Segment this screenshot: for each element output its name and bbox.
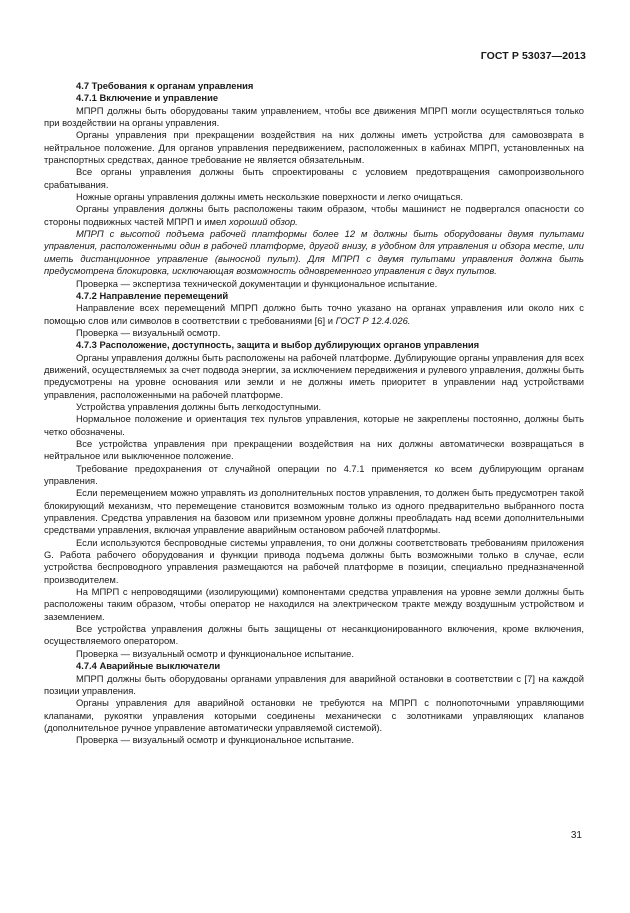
paragraph xyxy=(44,203,584,228)
paragraph: Проверка — визуальный осмотр и функциональное испытание. xyxy=(76,734,354,746)
paragraph: МПРП должны быть оборудованы таким управлением, чтобы все движения МПРП могли осуществляться только при воздействии на органы управления. xyxy=(44,104,584,129)
paragraph-text: Органы управления должны быть расположены таким образом, чтобы машинист не подвергался опасности со стороны подвижных частей МПРП и имел xyxy=(44,203,584,227)
section-heading: 4.7.3 Расположение, доступность, защита и выбор дублирующих органов управления xyxy=(76,339,480,351)
paragraph: Органы управления должны быть расположены на рабочей платформе. Дублирующие органы управления для всех движений, осуществляемых за счет подвода энергии, за исключением передвижения и рулевого управления, должны быть предусмотрены на уровне основания или земли и не должны иметь приоритет в управлении над устройствами управления, расположенными на рабочей платформе. xyxy=(44,351,584,400)
paragraph: Все устройства управления при прекращении воздействия на них должны автоматически возвращаться в нейтральное или выключенное положение. xyxy=(44,437,584,462)
paragraph xyxy=(44,302,584,327)
paragraph: МПРП должны быть оборудованы органами управления для аварийной остановки в соответствии с [7] на каждой позиции управления. xyxy=(44,672,584,696)
paragraph: Проверка — экспертиза технической документации и функциональное испытание. xyxy=(76,277,438,289)
paragraph: Нормальное положение и ориентация тех пультов управления, которые не закреплены постоянно, должны быть четко обозначены. xyxy=(44,413,584,437)
paragraph-reference: ГОСТ Р 12.4.026. xyxy=(335,314,411,326)
paragraph: Органы управления при прекращении воздействия на них должны иметь устройства для самовозврата в нейтральное положение. Для органов управления передвижением, расположенных в кабинах МПРП, установленных на транспортных средствах, данное требование не является обязательным. xyxy=(44,129,584,166)
section-heading: 4.7.2 Направление перемещений xyxy=(76,289,229,301)
paragraph: Проверка — визуальный осмотр и функциональное испытание. xyxy=(76,647,354,659)
page-number: 31 xyxy=(570,830,582,841)
section-heading: 4.7 Требования к органам управления xyxy=(76,80,254,91)
paragraph: Требование предохранения от случайной операции по 4.7.1 применяется ко всем дублирующим органам управления. xyxy=(44,462,584,486)
paragraph: Органы управления для аварийной остановки не требуются на МПРП с полнопоточными управляющими клапанами, рукоятки управления которыми соединены механически с золотниками управляющих клапанов (дополнительное ручное управление автоматически управляемой системой). xyxy=(44,697,584,733)
paragraph: Все органы управления должны быть спроектированы с условием предотвращения самопроизвольного срабатывания. xyxy=(44,166,584,190)
paragraph: Если используются беспроводные системы управления, то они должны соответствовать требованиям приложения G. Работа рабочего оборудования и функции привода подъема должны быть возможными только в случае, если устройства беспроводного управления размещаются на рабочей платформе в позиции, специально предназначенной производителем. xyxy=(44,536,584,585)
paragraph-text: Направление всех перемещений МПРП должно быть точно указано на органах управления или около них с помощью слов или символов в соответствии с требованиями [6] и xyxy=(44,302,584,326)
paragraph: Если перемещением можно управлять из дополнительных постов управления, то должен быть предусмотрен такой блокирующий механизм, что перемещение становится возможным только из одного предварительно выбранного поста управления. Средства управления на базовом или приземном уровне должны преобладать над всеми дополнительными средствами управления, включая управление аварийным остановом рабочей платформы. xyxy=(44,487,584,536)
paragraph: Ножные органы управления должны иметь нескользкие поверхности и легко очищаться. xyxy=(76,191,463,203)
paragraph: На МПРП с непроводящими (изолирующими) компонентами средства управления на уровне земли должны быть расположены таким образом, чтобы оператор не находился на электрическом тракте между воздушным устройством и заземлением. xyxy=(44,586,584,622)
document-body xyxy=(44,80,584,747)
paragraph: Все устройства управления должны быть защищены от несанкционированного включения, кроме включения, осуществляемого оператором. xyxy=(44,623,584,647)
section-heading: 4.7.1 Включение и управление xyxy=(76,92,219,104)
document-id-header: ГОСТ Р 53037—2013 xyxy=(480,50,586,62)
paragraph-reference: хороший обзор. xyxy=(228,215,298,227)
paragraph: Устройства управления должны быть легкодоступными. xyxy=(76,400,322,412)
paragraph: Проверка — визуальный осмотр. xyxy=(76,326,221,338)
section-heading: 4.7.4 Аварийные выключатели xyxy=(76,660,221,672)
paragraph-italic: МПРП с высотой подъема рабочей платформы более 12 м должны быть оборудованы двумя пультами управления, расположенными один в рабочей платформе, другой внизу, в удобном для управления и обзора месте, или иметь дистанционное управление (выносной пульт). Для МПРП с двумя пультами управления должна быть предусмотрена блокировка, исключающая возможность одновременного управления с двух пультов. xyxy=(44,228,584,277)
